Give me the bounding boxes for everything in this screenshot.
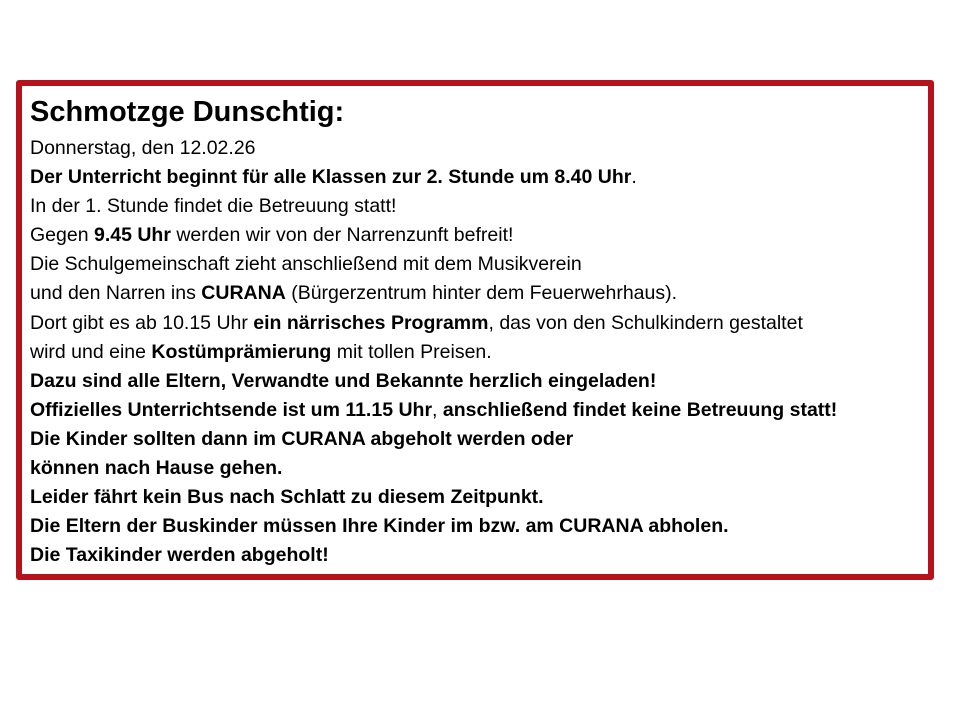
text: Gegen bbox=[30, 224, 94, 247]
notice-line bbox=[30, 483, 928, 512]
bold-text: CURANA bbox=[201, 282, 286, 305]
notice-line bbox=[30, 425, 928, 454]
notice-line bbox=[30, 134, 928, 163]
notice-text bbox=[30, 134, 928, 570]
text: (Bürgerzentrum hinter dem Feuerwehrhaus). bbox=[285, 282, 678, 305]
notice-line bbox=[30, 512, 928, 541]
notice-line bbox=[30, 221, 928, 250]
notice-line bbox=[30, 367, 928, 396]
text: wird und eine bbox=[30, 340, 152, 363]
bold-text: Dazu sind alle Eltern, Verwandte und Bekannte herzlich eingeladen! bbox=[30, 369, 657, 392]
notice-line bbox=[30, 309, 928, 338]
notice-line bbox=[30, 192, 928, 221]
text: In der 1. Stunde findet die Betreuung statt! bbox=[30, 195, 397, 218]
text: Dort gibt es ab 10.15 Uhr bbox=[30, 311, 254, 334]
bold-text: Die Eltern der Buskinder müssen Ihre Kinder im bzw. am CURANA abholen. bbox=[30, 515, 729, 538]
text: , bbox=[432, 398, 443, 421]
text: werden wir von der Narrenzunft befreit! bbox=[170, 224, 514, 247]
notice-line bbox=[30, 541, 928, 570]
bold-text: Die Kinder sollten dann im CURANA abgeholt werden oder bbox=[30, 427, 574, 450]
bold-text: anschließend findet keine Betreuung statt! bbox=[442, 398, 838, 421]
notice-line bbox=[30, 454, 928, 483]
bold-text: Offizielles Unterrichtsende ist um 11.15 Uhr bbox=[30, 398, 433, 421]
bold-text: ein närrisches Programm bbox=[253, 311, 489, 334]
bold-text: Kostümprämierung bbox=[151, 340, 332, 363]
notice-line bbox=[30, 250, 928, 279]
notice-line bbox=[30, 163, 928, 192]
bold-text: Die Taxikinder werden abgeholt! bbox=[30, 544, 329, 567]
text: . bbox=[631, 166, 637, 189]
notice-box bbox=[16, 80, 934, 580]
text: Die Schulgemeinschaft zieht anschließend mit dem Musikverein bbox=[30, 253, 582, 276]
bold-text: 9.45 Uhr bbox=[93, 224, 171, 247]
bold-text: Leider fährt kein Bus nach Schlatt zu diesem Zeitpunkt. bbox=[30, 486, 544, 509]
text: und den Narren ins bbox=[30, 282, 202, 305]
bold-text: können nach Hause gehen. bbox=[30, 457, 283, 480]
notice-title: Schmotzge Dunschtig: bbox=[30, 96, 345, 128]
notice-line bbox=[30, 279, 928, 308]
bold-text: Der Unterricht beginnt für alle Klassen zur 2. Stunde um 8.40 Uhr bbox=[30, 166, 632, 189]
text: , das von den Schulkindern gestaltet bbox=[488, 311, 803, 334]
notice-line bbox=[30, 396, 928, 425]
text: mit tollen Preisen. bbox=[331, 340, 492, 363]
text: Donnerstag, den 12.02.26 bbox=[30, 137, 256, 159]
notice-line bbox=[30, 338, 928, 367]
